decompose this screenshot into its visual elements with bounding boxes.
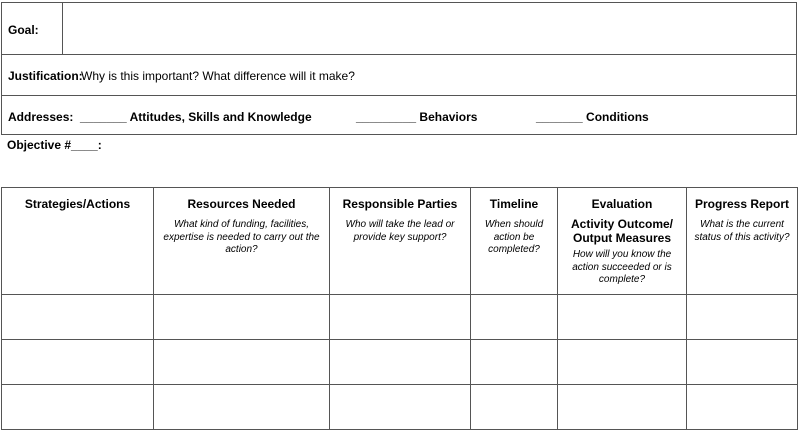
addresses-row (1, 95, 797, 135)
objective-label: Objective #____: (7, 138, 102, 152)
col-responsible-parties (330, 188, 471, 295)
table-cell[interactable] (558, 340, 687, 385)
goal-row[interactable] (1, 2, 797, 55)
addresses-attitudes-option[interactable]: _______ Attitudes, Skills and Knowledge (80, 110, 312, 124)
col-title: Resources Needed (187, 197, 296, 211)
justification-row[interactable] (1, 54, 797, 96)
table-cell[interactable] (330, 340, 471, 385)
col-title: Responsible Parties (342, 197, 458, 211)
col-subtitle: Activity Outcome/ Output Measures (570, 217, 674, 245)
table-cell[interactable] (687, 340, 798, 385)
goal-label: Goal: (8, 23, 39, 37)
col-title: Evaluation (591, 197, 653, 211)
col-description: What is the current status of this activity? (694, 219, 790, 243)
table-cell[interactable] (2, 295, 154, 340)
col-strategies-actions (2, 188, 154, 295)
table-cell[interactable] (558, 385, 687, 430)
addresses-conditions-option[interactable]: _______ Conditions (536, 110, 649, 124)
table-cell[interactable] (154, 385, 330, 430)
table-row (2, 295, 798, 340)
table-cell[interactable] (471, 340, 558, 385)
table-cell[interactable] (330, 385, 471, 430)
table-cell[interactable] (471, 385, 558, 430)
justification-prompt: Why is this important? What difference will it make? (81, 69, 355, 83)
col-progress-report (687, 188, 798, 295)
action-plan-table (1, 187, 798, 430)
table-header-row (2, 188, 798, 295)
table-cell[interactable] (2, 340, 154, 385)
col-title: Progress Report (694, 197, 790, 211)
col-timeline (471, 188, 558, 295)
col-description: When should action be completed? (484, 219, 544, 255)
addresses-behaviors-option[interactable]: _________ Behaviors (356, 110, 478, 124)
col-evaluation (558, 188, 687, 295)
col-description: What kind of funding, facilities, expertise is needed to carry out the action? (163, 219, 320, 255)
table-cell[interactable] (330, 295, 471, 340)
table-cell[interactable] (471, 295, 558, 340)
col-resources-needed (154, 188, 330, 295)
col-title: Strategies/Actions (24, 197, 131, 211)
table-cell[interactable] (558, 295, 687, 340)
goal-divider (62, 3, 63, 54)
table-row (2, 340, 798, 385)
table-cell[interactable] (687, 385, 798, 430)
col-description: How will you know the action succeeded or is complete? (572, 249, 672, 285)
table-cell[interactable] (154, 295, 330, 340)
col-description: Who will take the lead or provide key support? (345, 219, 455, 243)
table-cell[interactable] (154, 340, 330, 385)
addresses-label: Addresses: (8, 110, 74, 124)
table-cell[interactable] (2, 385, 154, 430)
table-row (2, 385, 798, 430)
table-cell[interactable] (687, 295, 798, 340)
justification-label: Justification: (8, 69, 83, 83)
col-title: Timeline (489, 197, 539, 211)
